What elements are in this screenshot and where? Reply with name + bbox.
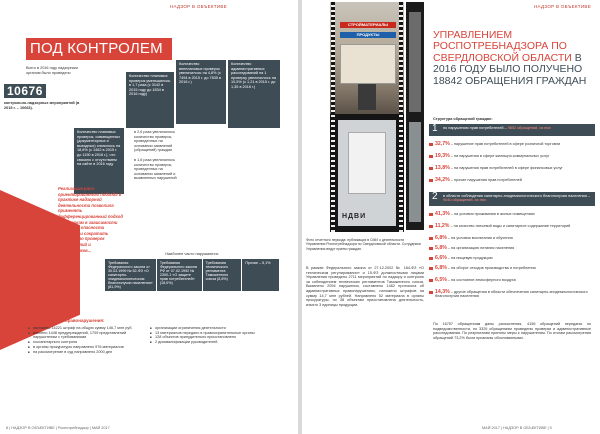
group-number: 2 [432,191,438,202]
stat-docs: Количество плановых проверок, совмещенных (документарных и выездных) снизилось на 18,6% (с 1462 в 2015 г. до 1190 в 2016 г.), что связано с отсутствием на сайте в 2016 году [74,128,124,194]
stat-row: 6,8% – на оборот отходов производства и потребления [435,266,589,270]
title-dark: В 2016 ГОДУ БЫЛО ПОЛУЧЕНО 18842 ОБРАЩЕНИЯ ГРАЖДАН [433,51,587,87]
group-label: в области соблюдения санитарно-эпидемиологического благополучия населения – [443,194,591,198]
shop-window [340,44,396,84]
group-total: 9040 обращений, из них: [443,198,487,203]
group-number: 1 [432,123,438,134]
photo-stamp-text: НДВИ [342,213,367,220]
list-item: ■ в органы прокуратуры направлено 976 материалов [28,345,146,350]
document-photo [338,120,396,226]
stat-row: 14,3% – другие обращения в области обеспечения санитарно-эпидемиологического благополучия населения [435,289,588,299]
stat-side-2: в 1,6 раза увеличилось количество проверок, проведенных на основании заявлений и выявленных нарушений [134,158,177,181]
stat-investigations: Количество административных расследований на 1 проверку увеличилось на 10,5% (с 1,21 в 2015 г. до 1,35 в 2016 г.) [228,60,280,128]
running-head: НАДЗОР В ОБЪЕКТИВЕ [534,4,591,9]
store-sign: ПРОДУКТЫ [340,32,396,38]
notice-sheet [348,132,386,194]
total-checks-number: 10676 [4,84,46,98]
results-list-right [150,326,270,345]
film-strip-edge [406,2,424,230]
list-item: ■ 13 материалов передано в правоохранительные органы [150,331,270,336]
shop-door [358,84,376,110]
stat-row: 13,8% – на нарушения прав потребителей в сфере финансовых услуг [435,166,589,170]
page-footer: 8 | НАДЗОР В ОБЪЕКТИВЕ | Роспотребнадзор | МАЙ 2017 [6,426,110,430]
group-2-bar [429,192,595,206]
summary-text: По 16757 обращениям даны разъяснения, 4156 обращений переданы по подведомственности, по 3329 обращениям проведены проверки и административные расследования. По результатам приняты меры к нарушителям. По итогам рассмотрения обращений 73,2% были признаны обоснованными. [433,322,591,340]
stat-side-1: в 2,6 раза увеличилось количество проверок, проведенных на основании заявлений (обращений) граждан [134,130,176,153]
list-item: ■ 128 объектов принудительно приостановлено [150,335,270,340]
stat-row: 19,3% – на нарушения в сфере жилищно-коммунальных услуг [435,154,589,158]
list-item: ■ 2 дисквалификации руководителей [150,340,270,345]
table-cell: Прочие – 5,1% [242,259,280,292]
stat-row: 11,2% – на качество питьевой воды и санитарное содержание территорий [435,224,589,228]
film-sprocket [399,2,403,232]
list-item: ■ внесено 1448 предупреждений, 1709 представлений нарушителям с требованиями [28,331,146,340]
title-red: УПРАВЛЕНИЕМ РОСПОТРЕБНАДЗОРА ПО СВЕРДЛОВСКОЙ ОБЛАСТИ [433,29,572,64]
stat-row: 5,8% – на организацию питания населения [435,246,589,250]
table-cell: Требования технического регламента Таможенного союза (8,8%) [202,259,242,292]
left-page [0,0,298,434]
group-total: 9802 обращений, из них: [507,126,552,130]
italic-quote: Реализация риск-ориентированного подхода в практике надзорной деятельности позволила применять дифференцированный подход к проверкам в зависимости от класса опасности объектов и сократить количество проверок предприятий и поставщиков... [58,186,123,253]
store-sign: СТРОЙМАТЕРИАЛЫ [340,22,396,28]
stat-row: 41,3% – на условия проживания в жилых помещениях [435,212,589,216]
stat-row: 6,6% – на пищевую продукцию [435,256,589,260]
stat-row: 32,7% – нарушение прав потребителей в сфере розничной торговли [435,142,589,146]
table-cell: Требования Федерального закона РФ от 07.02.1992 № 2300-1 «О защите прав потребителей» (18,0%) [156,259,202,292]
photo-caption: Фото отчетного периода: публикация в СМИ о деятельности Управления Роспотребнадзора по Свердловской области. Сотрудники Управления ведут прием граждан. [306,238,421,251]
list-item: ■ организации ограничения деятельности [150,326,270,331]
results-heading: За выявленные правонарушения: [28,318,105,323]
article-text: В рамках Федерального закона от 27.12.2002 № 184-ФЗ «О техническом регулировании» и 15-ФЗ должностными лицами Управления проведено 2711 мероприятий по надзору и контролю за соблюдением технических регламентов Таможенного союза. Выявлено 2094 нарушения, составлено 1462 протокола об административных правонарушениях, наложено штрафов на сумму 14,7 млн рублей. Направлено 52 материала в органы прокуратуры, по 38 объектам приостановлена деятельность, изъято 3 единицы продукции. [306,266,424,307]
group-label: по нарушению прав потребителей – [443,126,507,130]
film-frame [409,122,421,222]
table-cell: Требования Федерального закона от 30.03.1999 № 52-ФЗ «О санитарно-эпидемиологическом благополучии населения» (81,9%) [105,259,157,292]
stat-planned: Количество плановых проверок уменьшилось в 1,7 раза (с 3142 в 2015 году до 1834 в 2016 году) [126,72,174,128]
storefront-photo [330,2,404,114]
stat-row: 34,2% – прочие нарушения прав потребителей [435,178,589,182]
photo-film-strip [330,2,404,232]
total-checks-label: контрольно-надзорных мероприятий (в 2015 г. – 10663). [4,101,80,110]
running-head: НАДЗОР В ОБЪЕКТИВЕ [170,4,227,9]
section-title [433,30,591,87]
page-title: ПОД КОНТРОЛЕМ [26,38,172,60]
film-sprocket [331,2,335,232]
stat-row: 6,8% – на условия воспитания и обучения [435,236,589,240]
list-item: ■ наложено 14221 штраф на общую сумму 146,7 млн руб. [28,326,146,331]
intro-text: Всего в 2016 году надзорным органом было проведено [26,66,78,75]
group-1-bar [429,124,595,136]
stat-unplanned: Количество внеплановых проверок увеличилось на 4,8% (с 7494 в 2015 г. до 7835 в 2016 г.) [176,60,226,124]
right-page [302,0,600,434]
stat-row: 6,5% – на состояние атмосферного воздуха [435,278,589,282]
film-frame [409,12,421,112]
results-list-left [28,326,146,354]
structure-heading: Структура обращений граждан: [433,117,493,121]
table-header: Наиболее часто нарушаются: [105,249,280,259]
list-item: ■ госсанитарного контроля [28,340,146,345]
page-footer: МАЙ 2017 | НАДЗОР В ОБЪЕКТИВЕ | 9 [482,426,552,430]
violations-table [104,248,280,292]
list-item: ■ на рассмотрение в суд направлено 2000 дел [28,350,146,355]
